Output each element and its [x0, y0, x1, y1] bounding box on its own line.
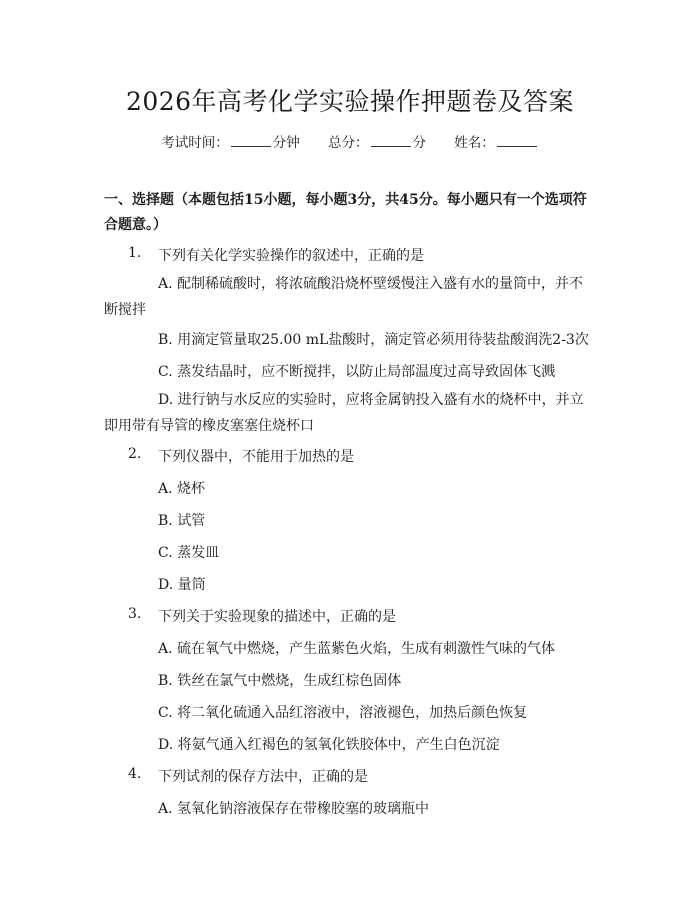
name-blank[interactable] [497, 134, 537, 147]
question-number: 2. [128, 446, 142, 462]
score-unit: 分 [412, 135, 426, 151]
option-a[interactable]: A. 烧杯 [158, 481, 206, 497]
option-b[interactable]: B. 用滴定管量取25.00 mL盐酸时，滴定管必须用待装盐酸润洗2-3次 [158, 332, 589, 348]
question-number: 1. [128, 245, 142, 261]
option-d[interactable]: D. 量筒 [158, 577, 206, 593]
time-unit: 分钟 [272, 135, 300, 151]
time-field [161, 131, 300, 151]
name-field [454, 131, 539, 151]
option-a[interactable]: A. 氢氧化钠溶液保存在带橡胶塞的玻璃瓶中 [158, 801, 430, 817]
option-a[interactable]: A. 配制稀硫酸时，将浓硫酸沿烧杯壁缓慢注入盛有水的量筒中，并不断搅拌 [104, 276, 584, 318]
question-number: 3. [128, 606, 142, 622]
option-c[interactable]: C. 将二氧化硫通入品红溶液中，溶液褪色，加热后颜色恢复 [158, 705, 528, 721]
question-stem: 下列有关化学实验操作的叙述中，正确的是 [158, 248, 424, 264]
question-stem: 下列试剂的保存方法中，正确的是 [158, 769, 368, 785]
question-stem: 下列关于实验现象的描述中，正确的是 [158, 609, 396, 625]
exam-meta-row [0, 131, 700, 151]
name-label: 姓名： [454, 135, 495, 151]
score-blank[interactable] [371, 134, 411, 147]
time-blank[interactable] [231, 134, 271, 147]
score-field [328, 131, 426, 151]
option-d[interactable]: D. 进行钠与水反应的实验时，应将金属钠投入盛有水的烧杯中，并立即用带有导管的橡皮塞塞住烧杯口 [104, 392, 584, 434]
question-stem: 下列仪器中，不能用于加热的是 [158, 449, 354, 465]
question-number: 4. [128, 766, 142, 782]
option-d[interactable]: D. 将氨气通入红褐色的氢氧化铁胶体中，产生白色沉淀 [158, 737, 500, 753]
time-label: 考试时间： [161, 135, 229, 151]
option-b[interactable]: B. 试管 [158, 513, 206, 529]
section-heading: 一、选择题（本题包括15小题，每小题3分，共45分。每小题只有一个选项符合题意。） [104, 192, 587, 233]
option-c[interactable]: C. 蒸发皿 [158, 545, 220, 561]
score-label: 总分： [328, 135, 369, 151]
page-title: 2026年高考化学实验操作押题卷及答案 [125, 87, 575, 116]
option-a[interactable]: A. 硫在氧气中燃烧，产生蓝紫色火焰，生成有刺激性气味的气体 [158, 641, 556, 657]
option-c[interactable]: C. 蒸发结晶时，应不断搅拌，以防止局部温度过高导致固体飞溅 [158, 364, 556, 380]
option-b[interactable]: B. 铁丝在氯气中燃烧，生成红棕色固体 [158, 673, 402, 689]
